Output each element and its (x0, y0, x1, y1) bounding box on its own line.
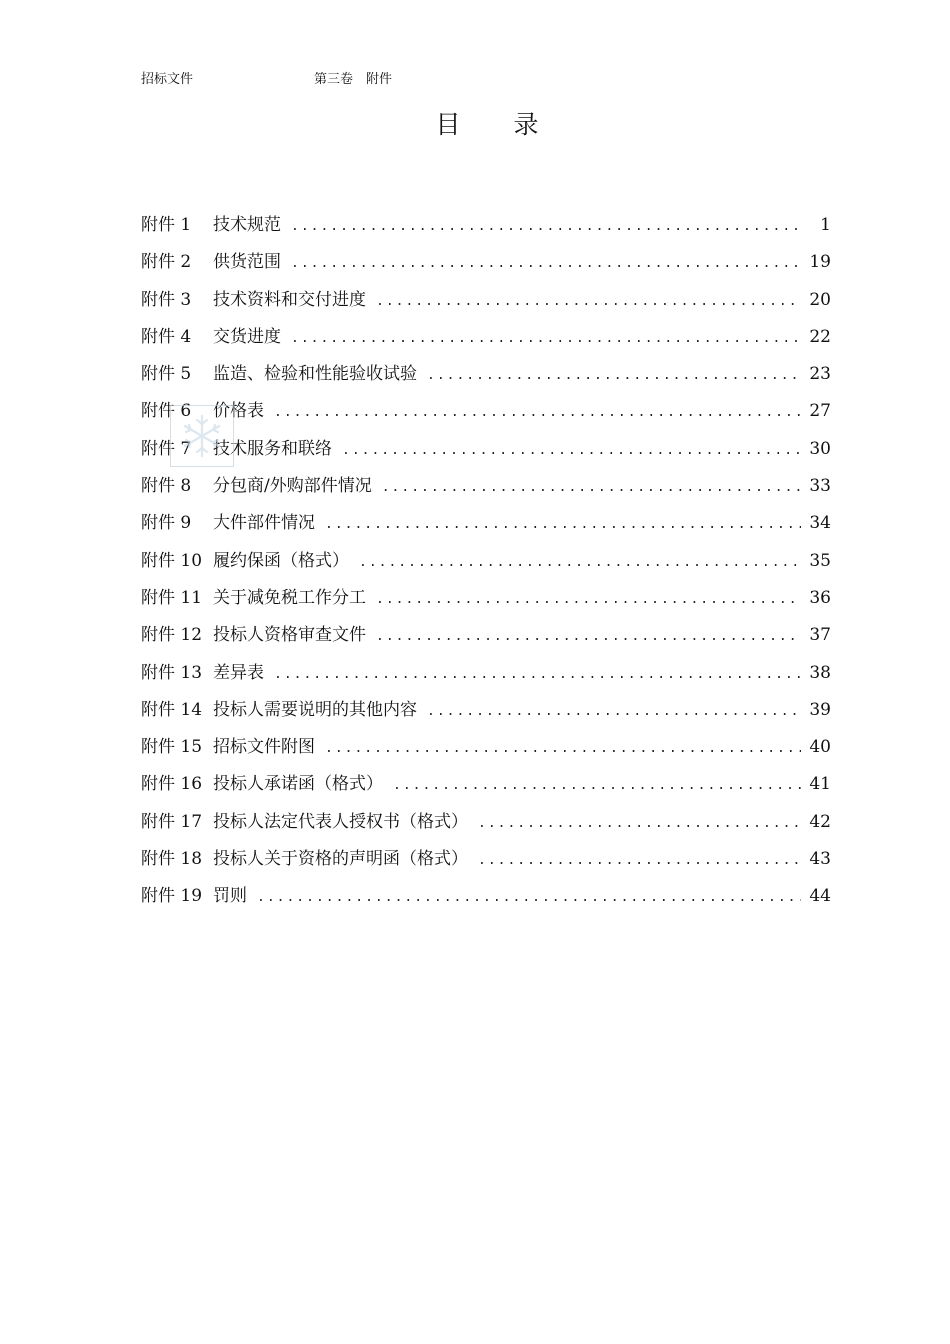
toc-entry[interactable] (141, 397, 831, 434)
toc-dot-leader (427, 362, 801, 390)
toc-entry-number: 附件 3 (141, 289, 192, 310)
toc-entry-label: 投标人需要说明的其他内容 (213, 699, 417, 720)
toc-entry-number: 附件 5 (141, 364, 192, 385)
toc-entry[interactable] (141, 248, 831, 285)
toc-dot-leader (393, 772, 801, 800)
snowflake-icon (177, 411, 227, 461)
toc-dot-leader (325, 735, 801, 763)
toc-entry-number: 附件 8 (141, 476, 192, 497)
toc-entry[interactable] (141, 435, 831, 472)
toc-entry-page: 42 (809, 811, 831, 832)
toc-entry-page: 38 (809, 662, 831, 683)
toc-entry[interactable] (141, 472, 831, 509)
toc-entry-page: 41 (809, 774, 831, 795)
toc-entry-label: 技术服务和联络 (213, 438, 332, 459)
toc-entry-page: 30 (809, 438, 831, 459)
toc-entry-label: 招标文件附图 (213, 737, 315, 758)
toc-entry-page: 19 (809, 252, 831, 273)
toc-entry-label: 投标人关于资格的声明函（格式） (213, 849, 468, 870)
toc-entry-number: 附件 4 (141, 326, 192, 347)
toc-entry-page: 1 (820, 215, 831, 235)
toc-entry-page: 40 (809, 737, 831, 758)
toc-entry[interactable] (141, 733, 831, 770)
page-title: 目 录 (435, 110, 540, 139)
toc-entry-number: 附件 19 (141, 886, 203, 907)
toc-dot-leader (257, 884, 801, 912)
toc-entry[interactable] (141, 584, 831, 621)
toc-entry-label: 技术资料和交付进度 (213, 289, 366, 310)
toc-dot-leader (274, 399, 801, 427)
toc-entry-label: 技术规范 (213, 215, 281, 235)
toc-dot-leader (427, 698, 801, 726)
toc-entry-number: 附件 9 (141, 513, 192, 534)
toc-entry-page: 20 (809, 289, 831, 310)
toc-entry-page: 35 (809, 550, 831, 571)
toc-dot-leader (359, 549, 801, 577)
toc-dot-leader (376, 586, 801, 614)
toc-dot-leader (478, 847, 801, 875)
toc-entry-label: 投标人资格审查文件 (213, 625, 366, 646)
toc-entry[interactable] (141, 211, 831, 248)
toc-entry-label: 差异表 (213, 662, 264, 683)
toc-entry-page: 43 (809, 849, 831, 870)
toc-entry-number: 附件 15 (141, 737, 203, 758)
toc-entry-number: 附件 16 (141, 774, 203, 795)
toc-entry[interactable] (141, 621, 831, 658)
toc-entry-label: 监造、检验和性能验收试验 (213, 364, 417, 385)
toc-dot-leader (376, 623, 801, 651)
toc-entry-number: 附件 11 (141, 587, 203, 608)
toc-entry-number: 附件 10 (141, 550, 203, 571)
toc-entry-number: 附件 2 (141, 252, 192, 273)
toc-entry-number: 附件 12 (141, 625, 203, 646)
toc-entry-number: 附件 1 (141, 215, 192, 235)
header-volume: 第三卷 附件 (314, 72, 393, 87)
toc-entry-number: 附件 14 (141, 699, 203, 720)
toc-entry[interactable] (141, 360, 831, 397)
toc-entry-page: 44 (809, 886, 831, 907)
toc-dot-leader (325, 511, 801, 539)
toc-dot-leader (342, 437, 801, 465)
toc-entry-page: 36 (809, 587, 831, 608)
toc-entry[interactable] (141, 770, 831, 807)
toc-entry-page: 34 (809, 513, 831, 534)
toc-dot-leader (382, 474, 802, 502)
toc-dot-leader (376, 288, 801, 316)
toc-entry[interactable] (141, 696, 831, 733)
toc-entry-page: 22 (809, 326, 831, 347)
toc-entry-page: 39 (809, 699, 831, 720)
snowflake-watermark-icon (170, 405, 234, 467)
table-of-contents (141, 211, 831, 920)
toc-entry[interactable] (141, 845, 831, 882)
toc-entry-label: 供货范围 (213, 252, 281, 273)
toc-entry-label: 分包商/外购部件情况 (213, 476, 372, 497)
toc-entry-label: 履约保函（格式） (213, 550, 349, 571)
toc-dot-leader (291, 250, 801, 278)
toc-entry-label: 罚则 (213, 886, 247, 907)
toc-entry-label: 交货进度 (213, 326, 281, 347)
toc-entry[interactable] (141, 808, 831, 845)
toc-entry-label: 大件部件情况 (213, 513, 315, 534)
toc-dot-leader (478, 810, 801, 838)
toc-entry[interactable] (141, 547, 831, 584)
toc-entry-number: 附件 18 (141, 849, 203, 870)
toc-entry-number: 附件 6 (141, 401, 192, 422)
toc-entry-label: 关于减免税工作分工 (213, 587, 366, 608)
toc-entry-label: 投标人承诺函（格式） (213, 774, 383, 795)
toc-entry-page: 33 (809, 476, 831, 497)
toc-entry[interactable] (141, 882, 831, 919)
toc-entry[interactable] (141, 286, 831, 323)
toc-entry[interactable] (141, 509, 831, 546)
toc-entry[interactable] (141, 323, 831, 360)
toc-entry-label: 投标人法定代表人授权书（格式） (213, 811, 468, 832)
toc-entry-label: 价格表 (213, 401, 264, 422)
toc-dot-leader (291, 325, 801, 353)
toc-entry-page: 23 (809, 364, 831, 385)
toc-entry-number: 附件 17 (141, 811, 203, 832)
header-doc-type: 招标文件 (141, 72, 194, 87)
toc-dot-leader (291, 213, 803, 241)
toc-entry-number: 附件 7 (141, 438, 192, 459)
toc-dot-leader (274, 661, 801, 689)
toc-entry[interactable] (141, 659, 831, 696)
toc-entry-page: 37 (809, 625, 831, 646)
toc-entry-number: 附件 13 (141, 662, 203, 683)
toc-entry-page: 27 (809, 401, 831, 422)
